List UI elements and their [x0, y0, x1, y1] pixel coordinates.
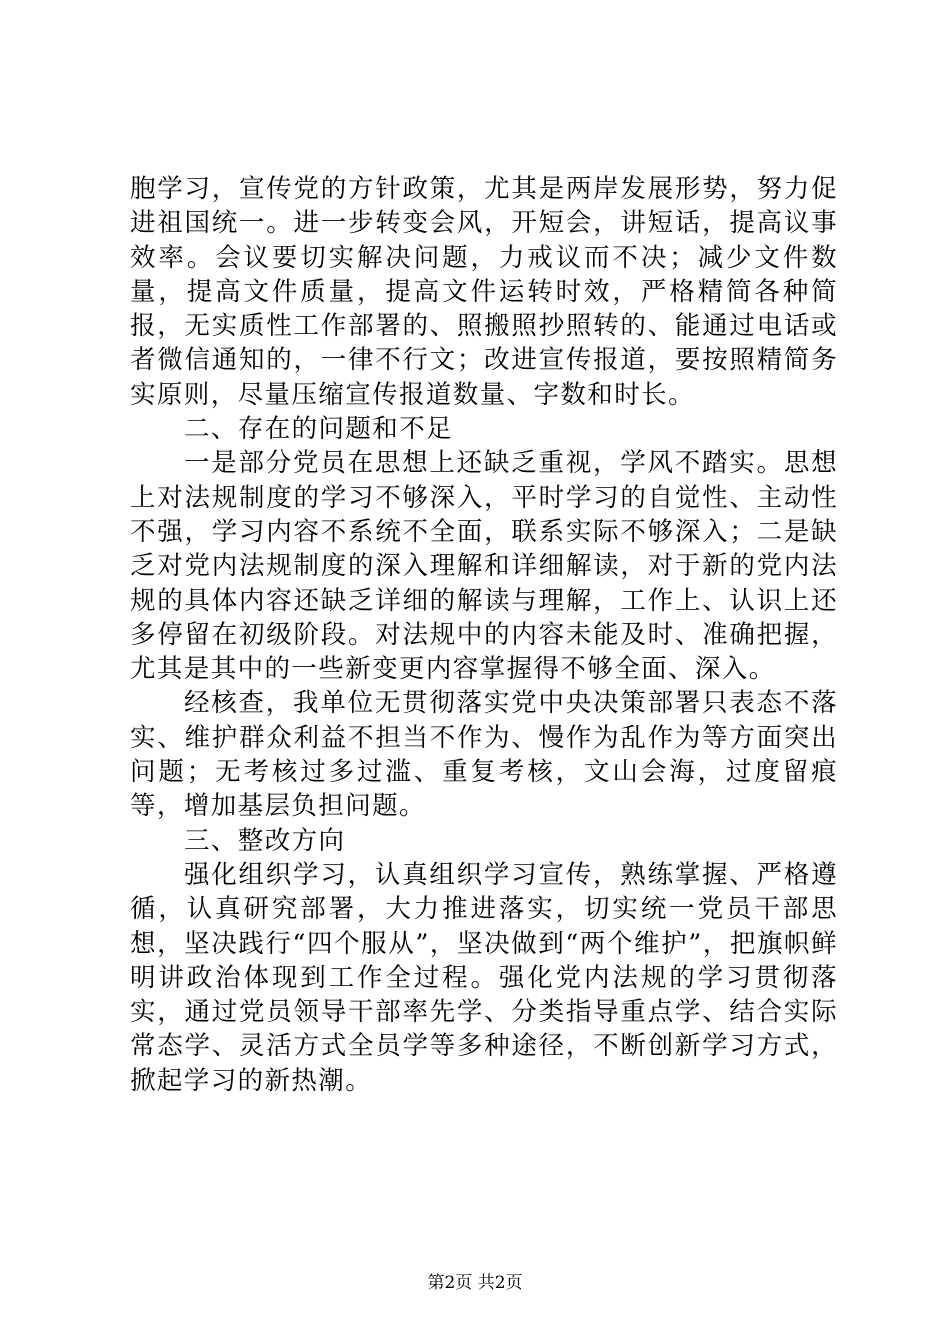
document-body [130, 172, 838, 1098]
paragraph-rectification: 强化组织学习，认真组织学习宣传，熟练掌握、严格遵循，认真研究部署，大力推进落实，切实统一党员干部思想，坚决践行“四个服从”，坚决做到“两个维护”，把旗帜鲜明讲政治体现到工作全过程。强化党内法规的学习贯彻落实，通过党员领导干部率先学、分类指导重点学、结合实际常态学、灵活方式全员学等多种途径，不断创新学习方式，掀起学习的新热潮。 [130, 859, 838, 1096]
paragraph-continuation: 胞学习，宣传党的方针政策，尤其是两岸发展形势，努力促进祖国统一。进一步转变会风，开短会，讲短话，提高议事效率。会议要切实解决问题，力戒议而不决；减少文件数量，提高文件质量，提高文件运转时效，严格精简各种简报，无实质性工作部署的、照搬照抄照转的、能通过电话或者微信通知的，一律不行文；改进宣传报道，要按照精简务实原则，尽量压缩宣传报道数量、字数和时长。 [130, 174, 838, 410]
page-footer: 第2页 共2页 [427, 1273, 523, 1293]
section-heading-rectification: 三、整改方向 [184, 825, 346, 856]
paragraph-problems: 一是部分党员在思想上还缺乏重视，学风不踏实。思想上对法规制度的学习不够深入，平时学习的自觉性、主动性不强，学习内容不系统不全面，联系实际不够深入；二是缺乏对党内法规制度的深入理解和详细解读，对于新的党内法规的具体内容还缺乏详细的解读与理解，工作上、认识上还多停留在初级阶段。对法规中的内容未能及时、准确把握，尤其是其中的一些新变更内容掌握得不够全面、深入。 [130, 448, 838, 685]
section-heading-problems: 二、存在的问题和不足 [184, 414, 454, 445]
paragraph-verification: 经核查，我单位无贯彻落实党中央决策部署只表态不落实、维护群众利益不担当不作为、慢作为乱作为等方面突出问题；无考核过多过滥、重复考核，文山会海，过度留痕等，增加基层负担问题。 [130, 688, 838, 822]
